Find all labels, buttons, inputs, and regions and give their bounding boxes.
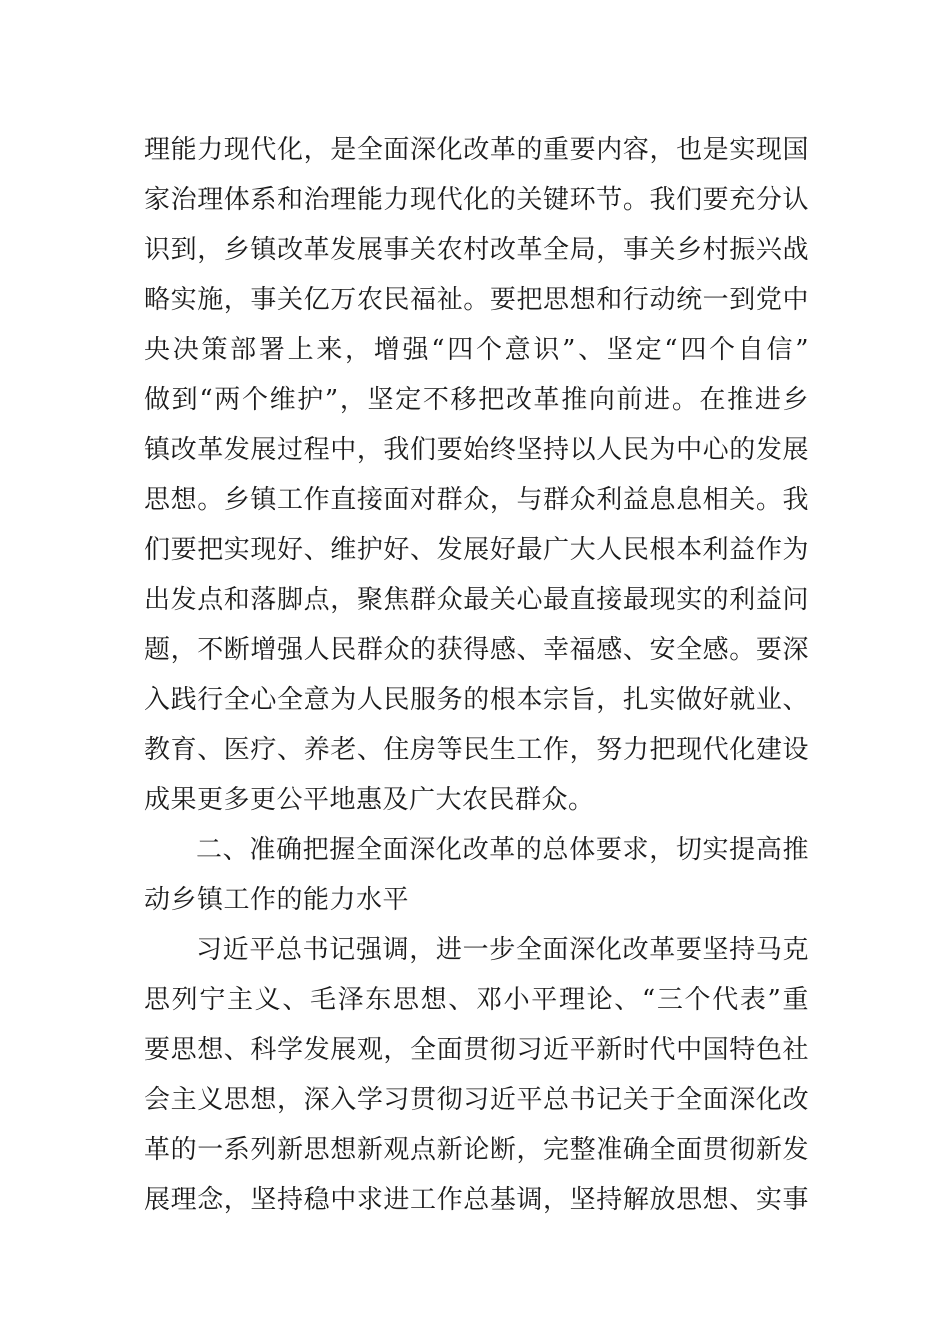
text-line: 思想。乡镇工作直接面对群众，与群众利益息息相关。我: [144, 485, 809, 515]
text-line: 做到“两个维护”，坚定不移把改革推向前进。在推进乡: [144, 385, 809, 415]
text-line: 展理念，坚持稳中求进工作总基调，坚持解放思想、实事: [144, 1185, 809, 1215]
text-line: 们要把实现好、维护好、发展好最广大人民根本利益作为: [144, 535, 809, 565]
text-line: 识到，乡镇改革发展事关农村改革全局，事关乡村振兴战: [144, 235, 809, 265]
text-line: 出发点和落脚点，聚焦群众最关心最直接最现实的利益问: [144, 585, 809, 615]
text-line: 教育、医疗、养老、住房等民生工作，努力把现代化建设: [144, 735, 809, 765]
section-heading-line: 二、准确把握全面深化改革的总体要求，切实提高推: [196, 835, 809, 865]
text-line: 家治理体系和治理能力现代化的关键环节。我们要充分认: [144, 185, 809, 215]
section-heading-line: 动乡镇工作的能力水平: [144, 885, 410, 915]
text-line: 革的一系列新思想新观点新论断，完整准确全面贯彻新发: [144, 1135, 809, 1165]
text-line: 思列宁主义、毛泽东思想、邓小平理论、“三个代表”重: [144, 985, 809, 1015]
text-line: 会主义思想，深入学习贯彻习近平总书记关于全面深化改: [144, 1085, 809, 1115]
text-line: 略实施，事关亿万农民福祉。要把思想和行动统一到党中: [144, 285, 809, 315]
text-line: 镇改革发展过程中，我们要始终坚持以人民为中心的发展: [144, 435, 809, 465]
text-line: 理能力现代化，是全面深化改革的重要内容，也是实现国: [144, 135, 809, 165]
text-line: 题，不断增强人民群众的获得感、幸福感、安全感。要深: [144, 635, 809, 665]
text-line: 成果更多更公平地惠及广大农民群众。: [144, 785, 595, 815]
text-line: 要思想、科学发展观，全面贯彻习近平新时代中国特色社: [144, 1035, 809, 1065]
text-line: 习近平总书记强调，进一步全面深化改革要坚持马克: [196, 935, 809, 965]
text-line: 入践行全心全意为人民服务的根本宗旨，扎实做好就业、: [144, 685, 809, 715]
text-line: 央决策部署上来，增强“四个意识”、坚定“四个自信”: [144, 335, 809, 365]
